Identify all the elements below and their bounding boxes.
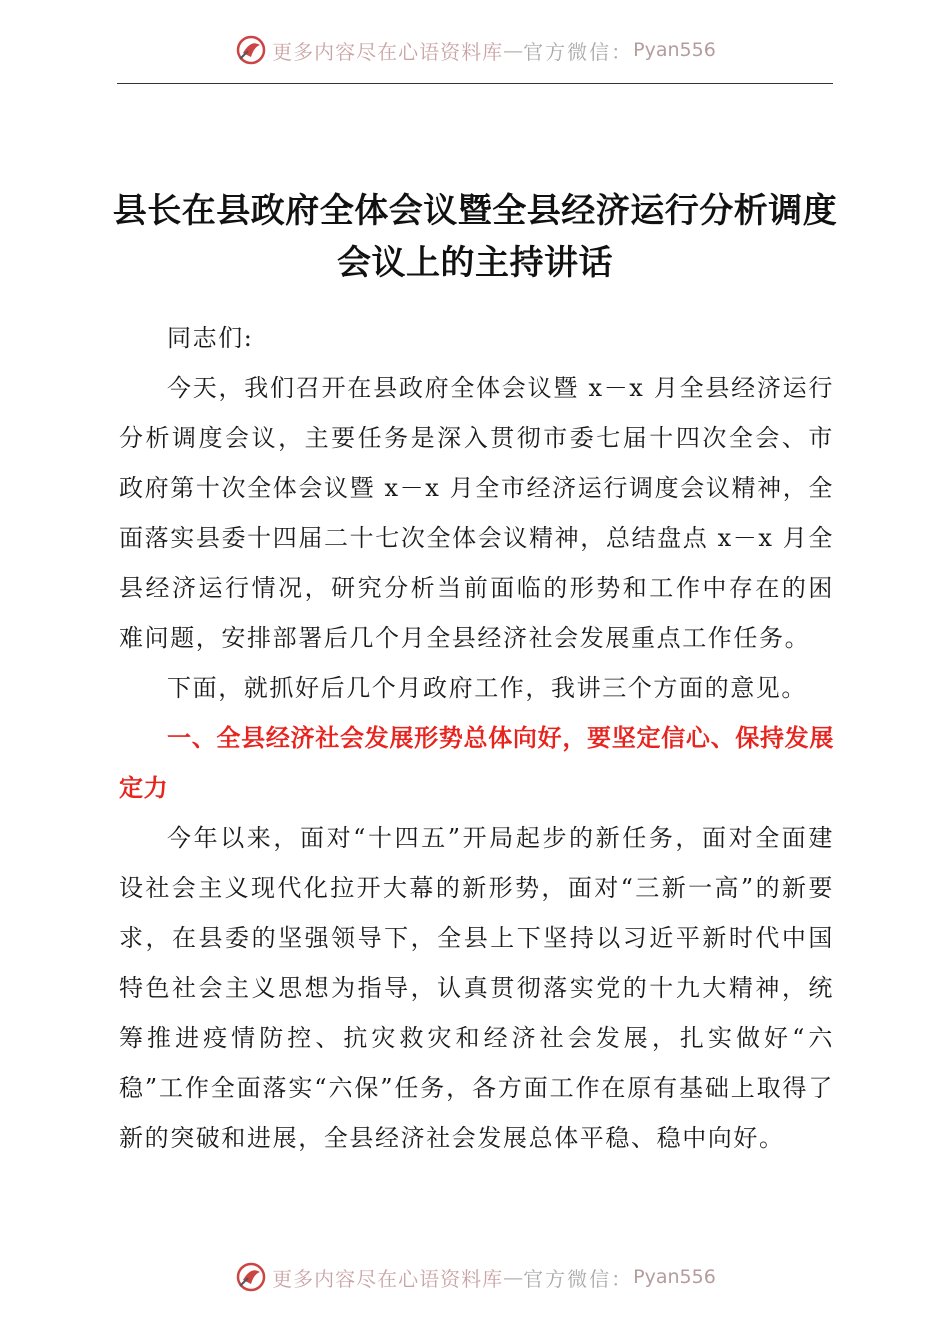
salutation: 同志们:	[167, 324, 254, 352]
paragraph-1: 今天，我们召开在县政府全体会议暨 x－x 月全县经济运行分析调度会议，主要任务是深入贯彻市委七届十四次全会、市政府第十次全体会议暨 x－x 月全市经济运行调度会议精神，全面落实县委十四届二十七次全体会议精神，总结盘点 x－x 月全县经济运行情况，研究分析当前面临的形势和工作中存在的困难问题，安排部署后几个月全县经济社会发展重点工作任务。	[119, 374, 834, 652]
watermark-site: 更多内容尽在心语资料库	[272, 39, 504, 64]
watermark-label: 官方微信：	[523, 1266, 634, 1291]
watermark-id: Pyan556	[633, 1266, 716, 1288]
watermark-id: Pyan556	[633, 39, 716, 61]
paragraph-3: 今年以来，面对“十四五”开局起步的新任务，面对全面建设社会主义现代化拉开大幕的新形势，面对“三新一高”的新要求，在县委的坚强领导下，全县上下坚持以习近平新时代中国特色社会主义思想为指导，认真贯彻落实党的十九大精神，统筹推进疫情防控、抗灾救灾和经济社会发展，扎实做好“六稳”工作全面落实“六保”任务，各方面工作在原有基础上取得了新的突破和进展，全县经济社会发展总体平稳、稳中向好。	[119, 824, 834, 1152]
brand-logo-icon	[234, 1260, 268, 1294]
watermark-dash: —	[503, 1265, 524, 1289]
watermark-label: 官方微信：	[523, 39, 634, 64]
watermark-dash: —	[503, 38, 524, 62]
watermark-footer	[0, 1257, 950, 1297]
watermark-site: 更多内容尽在心语资料库	[272, 1266, 504, 1291]
brand-logo-icon	[234, 33, 268, 67]
header-divider	[117, 83, 833, 84]
document-title: 县长在县政府全体会议暨全县经济运行分析调度会议上的主持讲话	[112, 191, 838, 283]
watermark-header	[0, 30, 950, 70]
section-heading-1: 一、全县经济社会发展形势总体向好，要坚定信心、保持发展定力	[119, 724, 834, 802]
paragraph-2: 下面，就抓好后几个月政府工作，我讲三个方面的意见。	[167, 674, 807, 702]
document-body	[119, 313, 834, 1163]
